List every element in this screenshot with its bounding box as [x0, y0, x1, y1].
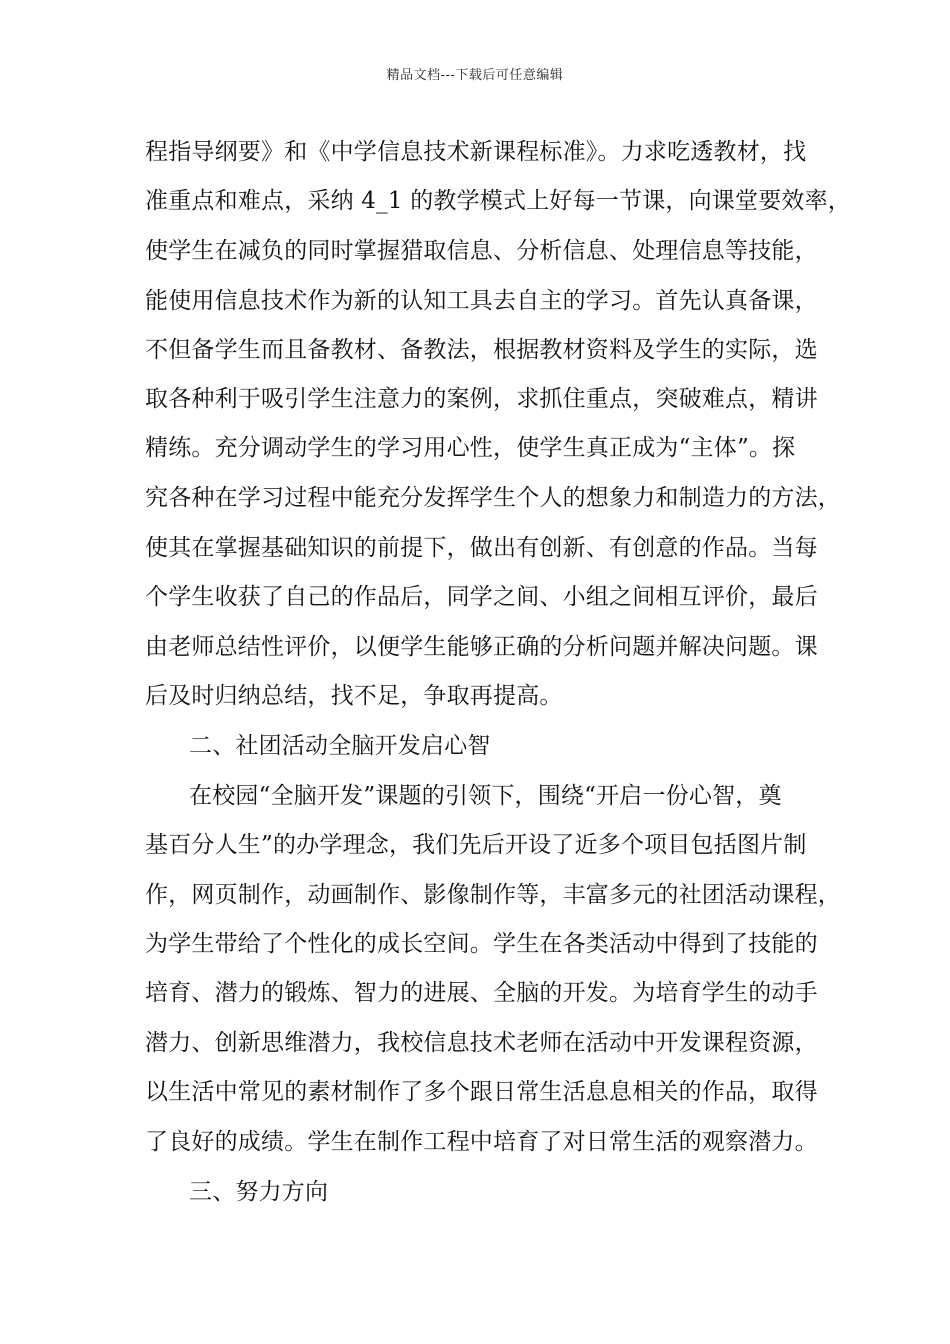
body-line: 究各种在学习过程中能充分发挥学生个人的想象力和制造力的方法， [145, 485, 841, 511]
body-line: 准重点和难点，采纳 4_1 的教学模式上好每一节课，向课堂要效率， [145, 188, 851, 214]
body-line: 不但备学生而且备教材、备教法，根据教材资料及学生的实际，选 [145, 337, 818, 363]
body-line: 取各种利于吸引学生注意力的案例，求抓住重点，突破难点，精讲 [145, 386, 818, 412]
body-line: 精练。充分调动学生的学习用心性，使学生真正成为“主体”。探 [145, 435, 796, 461]
body-line: 后及时归纳总结，找不足，争取再提高。 [145, 683, 563, 709]
body-line: 个学生收获了自己的作品后，同学之间、小组之间相互评价，最后 [145, 584, 818, 610]
body-line: 潜力、创新思维潜力，我校信息技术老师在活动中开发课程资源， [145, 1030, 818, 1056]
body-line: 作，网页制作，动画制作、影像制作等，丰富多元的社团活动课程， [145, 882, 841, 908]
body-line: 使其在掌握基础知识的前提下，做出有创新、有创意的作品。当每 [145, 535, 818, 561]
body-line: 在校园“全脑开发”课题的引领下，围绕“开启一份心智，奠 [189, 783, 782, 809]
body-line: 能使用信息技术作为新的认知工具去自主的学习。首先认真备课， [145, 288, 818, 314]
body-line: 培育、潜力的锻炼、智力的进展、全脑的开发。为培育学生的动手 [145, 980, 818, 1006]
section-heading: 二、社团活动全脑开发启心智 [189, 733, 491, 759]
body-line: 以生活中常见的素材制作了多个跟日常生活息息相关的作品，取得 [145, 1079, 818, 1105]
body-line: 为学生带给了个性化的成长空间。学生在各类活动中得到了技能的 [145, 931, 818, 957]
body-line: 使学生在减负的同时掌握猎取信息、分析信息、处理信息等技能， [145, 238, 818, 264]
section-heading: 三、努力方向 [189, 1179, 329, 1205]
page-header: 精品文档---下载后可任意编辑 [386, 68, 564, 83]
body-line: 程指导纲要》和《中学信息技术新课程标准》。力求吃透教材，找 [145, 139, 807, 165]
body-line: 由老师总结性评价，以便学生能够正确的分析问题并解决问题。课 [145, 634, 818, 660]
body-line: 基百分人生”的办学理念，我们先后开设了近多个项目包括图片制 [145, 832, 807, 858]
body-line: 了良好的成绩。学生在制作工程中培育了对日常生活的观察潜力。 [145, 1129, 818, 1155]
